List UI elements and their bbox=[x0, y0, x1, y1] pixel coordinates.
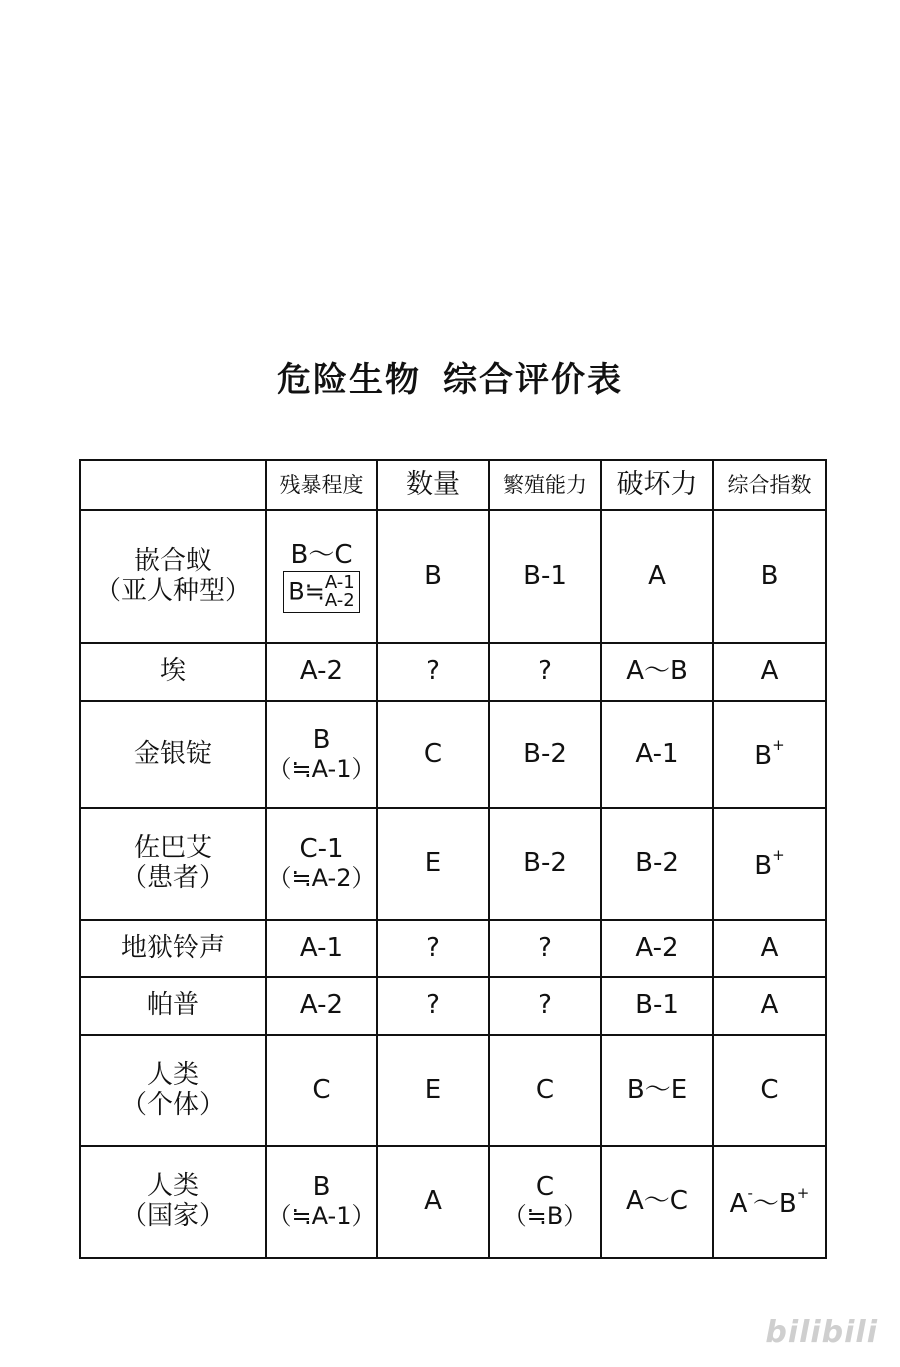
cell-destruction: B-2 bbox=[601, 808, 713, 920]
overall-grade: B bbox=[754, 741, 773, 772]
evaluation-table bbox=[79, 459, 827, 1259]
cell-overall bbox=[713, 808, 826, 920]
cell-reproduction-main: C bbox=[535, 1172, 555, 1203]
row-name bbox=[80, 1035, 266, 1147]
table-row bbox=[80, 510, 826, 643]
cell-reproduction: B-1 bbox=[489, 510, 601, 643]
cell-quantity: C bbox=[377, 701, 489, 808]
row-name bbox=[80, 808, 266, 920]
cell-quantity: ? bbox=[377, 920, 489, 978]
cell-brutality-note: （≒A-1） bbox=[267, 1202, 376, 1231]
overall-grade-high: B bbox=[778, 1188, 797, 1219]
note-prefix: B≒ bbox=[288, 577, 325, 606]
cell-brutality bbox=[266, 1146, 377, 1258]
row-name-sub: （患者） bbox=[120, 863, 225, 894]
cell-brutality: A-2 bbox=[266, 643, 377, 701]
cell-brutality-main: B bbox=[312, 1172, 331, 1203]
page-title bbox=[0, 352, 900, 401]
table-row bbox=[80, 701, 826, 808]
row-name-sub: （个体） bbox=[120, 1089, 225, 1120]
cell-reproduction: ? bbox=[489, 643, 601, 701]
cell-overall: A bbox=[713, 920, 826, 978]
overall-modifier-high: + bbox=[796, 1183, 810, 1202]
header-overall-index: 综合指数 bbox=[713, 460, 826, 510]
row-name-main: 人类 bbox=[146, 1059, 199, 1090]
cell-quantity: E bbox=[377, 1035, 489, 1147]
cell-reproduction: B-2 bbox=[489, 808, 601, 920]
cell-destruction: A～B bbox=[601, 643, 713, 701]
cell-brutality-note bbox=[283, 571, 359, 613]
cell-quantity: E bbox=[377, 808, 489, 920]
cell-overall bbox=[713, 1146, 826, 1258]
cell-brutality-main: B～C bbox=[290, 539, 353, 570]
table-row bbox=[80, 643, 826, 701]
cell-brutality-note: （≒A-2） bbox=[267, 864, 376, 893]
cell-brutality: A-1 bbox=[266, 920, 377, 978]
fraction-bottom: A-2 bbox=[324, 589, 355, 611]
row-name: 地狱铃声 bbox=[80, 920, 266, 978]
row-name-main: 佐巴艾 bbox=[133, 833, 212, 864]
row-name-sub: （国家） bbox=[120, 1201, 225, 1232]
cell-overall: A bbox=[713, 977, 826, 1035]
cell-destruction: B-1 bbox=[601, 977, 713, 1035]
table-row bbox=[80, 1035, 826, 1147]
overall-modifier-low: - bbox=[747, 1183, 753, 1202]
row-name bbox=[80, 1146, 266, 1258]
overall-range-sep: ～ bbox=[752, 1188, 779, 1219]
fraction-top: A-1 bbox=[324, 571, 355, 593]
cell-overall bbox=[713, 701, 826, 808]
cell-brutality: C bbox=[266, 1035, 377, 1147]
title-part-2: 综合评价表 bbox=[443, 360, 623, 400]
overall-modifier: + bbox=[772, 845, 785, 864]
cell-overall: C bbox=[713, 1035, 826, 1147]
cell-overall: B bbox=[713, 510, 826, 643]
cell-destruction: A-1 bbox=[601, 701, 713, 808]
cell-quantity: ? bbox=[377, 643, 489, 701]
cell-destruction: A-2 bbox=[601, 920, 713, 978]
cell-quantity: B bbox=[377, 510, 489, 643]
cell-brutality-note: （≒A-1） bbox=[267, 754, 376, 783]
row-name-main: 嵌合蚁 bbox=[133, 545, 212, 576]
overall-grade-low: A bbox=[729, 1188, 748, 1219]
cell-brutality bbox=[266, 808, 377, 920]
cell-destruction: A bbox=[601, 510, 713, 643]
overall-modifier: + bbox=[772, 736, 785, 755]
cell-reproduction-note: （≒B） bbox=[502, 1202, 588, 1231]
cell-brutality bbox=[266, 510, 377, 643]
table-row bbox=[80, 1146, 826, 1258]
header-brutality: 残暴程度 bbox=[266, 460, 377, 510]
table-row bbox=[80, 977, 826, 1035]
cell-quantity: ? bbox=[377, 977, 489, 1035]
table-row bbox=[80, 808, 826, 920]
row-name bbox=[80, 510, 266, 643]
bilibili-watermark: bilibili bbox=[765, 1315, 878, 1350]
row-name-main: 人类 bbox=[146, 1171, 199, 1202]
cell-brutality: A-2 bbox=[266, 977, 377, 1035]
header-destruction: 破坏力 bbox=[601, 460, 713, 510]
note-fraction bbox=[324, 571, 355, 611]
header-reproduction: 繁殖能力 bbox=[489, 460, 601, 510]
header-empty bbox=[80, 460, 266, 510]
cell-quantity: A bbox=[377, 1146, 489, 1258]
title-part-1: 危险生物 bbox=[277, 360, 421, 400]
header-row bbox=[80, 460, 826, 510]
cell-brutality-main: B bbox=[312, 724, 331, 755]
row-name: 埃 bbox=[80, 643, 266, 701]
overall-grade: B bbox=[754, 850, 773, 881]
table-row bbox=[80, 920, 826, 978]
row-name-sub: （亚人种型） bbox=[94, 575, 251, 606]
cell-reproduction: ? bbox=[489, 920, 601, 978]
row-name: 金银锭 bbox=[80, 701, 266, 808]
cell-reproduction: C bbox=[489, 1035, 601, 1147]
cell-brutality-main: C-1 bbox=[299, 834, 344, 865]
cell-destruction: B～E bbox=[601, 1035, 713, 1147]
cell-reproduction: ? bbox=[489, 977, 601, 1035]
row-name: 帕普 bbox=[80, 977, 266, 1035]
cell-overall: A bbox=[713, 643, 826, 701]
cell-reproduction: B-2 bbox=[489, 701, 601, 808]
cell-reproduction bbox=[489, 1146, 601, 1258]
cell-brutality bbox=[266, 701, 377, 808]
cell-destruction: A～C bbox=[601, 1146, 713, 1258]
header-quantity: 数量 bbox=[377, 460, 489, 510]
